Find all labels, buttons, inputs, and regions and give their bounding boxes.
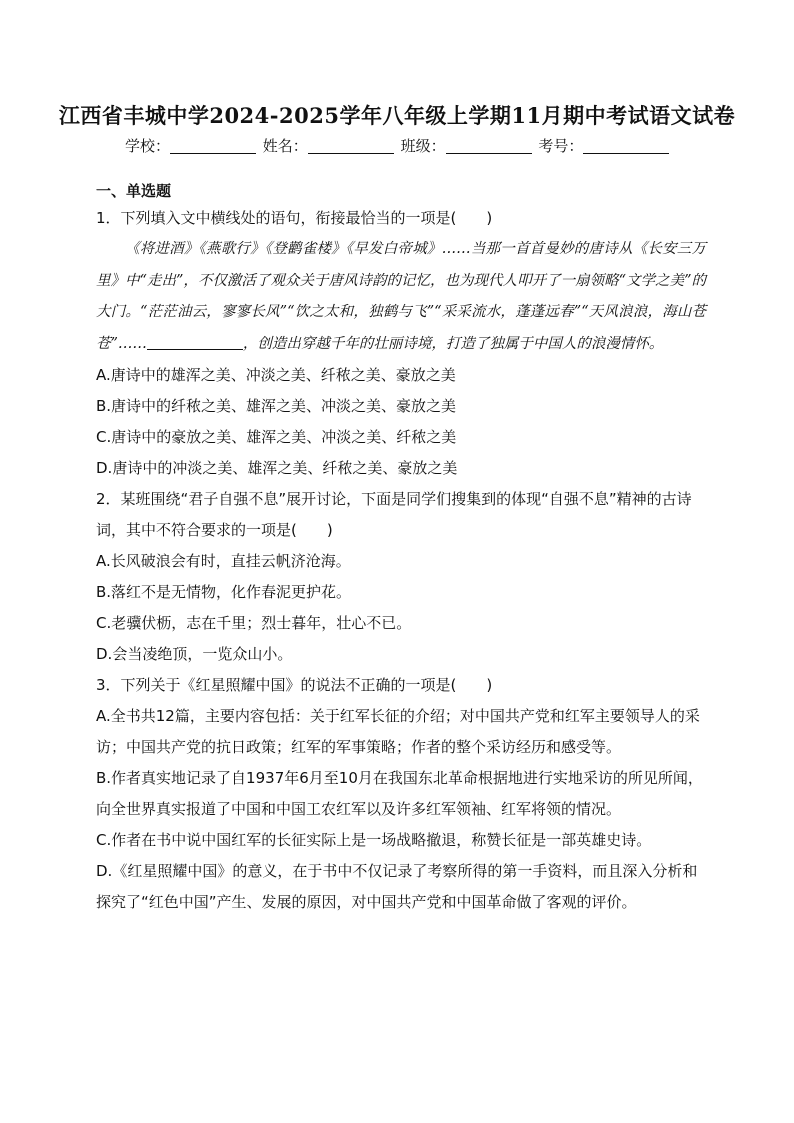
school-blank [170,138,256,154]
passage-text-before: 《将进酒》《燕歌行》《登鹳雀楼》《早发白帝城》……当那一首首曼妙的唐诗从《长安三万里》中“走出”，不仅激活了观众关于唐风诗韵的记忆，也为现代人叩开了一扇领略“文学之美”的大门。“茫茫油云，寥寥长风”“饮之太和，独鹤与飞”“采采流水，蓬蓬远春”“天风浪浪，海山苍苍”…… [96,241,706,352]
exam-title: 江西省丰城中学2024-2025学年八年级上学期11月期中考试语文试卷 [58,103,736,128]
student-info-row [125,135,671,156]
question-1-option-b: B.唐诗中的纤秾之美、雄浑之美、冲淡之美、豪放之美 [96,397,457,415]
question-3-option-a: A.全书共12篇，主要内容包括：关于红军长征的介绍；对中国共产党和红军主要领导人的采访；中国共产党的抗日政策；红军的军事策略；作者的整个采访经历和感受等。 [96,707,700,756]
question-1-passage [96,234,706,360]
number-label: 考号： [538,137,584,155]
question-2-option-a: A.长风破浪会有时，直挂云帆济沧海。 [96,552,351,570]
questions [96,203,706,918]
question-3-option-c: C.作者在书中说中国红军的长征实际上是一场战略撤退，称赞长征是一部英雄史诗。 [96,831,652,849]
class-blank [446,138,532,154]
question-1-option-c: C.唐诗中的豪放之美、雄浑之美、冲淡之美、纤秾之美 [96,428,457,446]
question-2-stem: 2．某班围绕“君子自强不息”展开讨论，下面是同学们搜集到的体现“自强不息”精神的古诗词，其中不符合要求的一项是( ) [96,490,692,539]
question-2-option-c: C.老骥伏枥，志在千里；烈士暮年，壮心不已。 [96,614,412,632]
school-label: 学校： [125,137,171,155]
passage-text-after: ，创造出穿越千年的壮丽诗境，打造了独属于中国人的浪漫情怀。 [242,335,664,352]
question-1-option-a: A.唐诗中的雄浑之美、冲淡之美、纤秾之美、豪放之美 [96,366,456,384]
question-2-option-d: D.会当凌绝顶，一览众山小。 [96,645,293,663]
question-2-option-b: B.落红不是无情物，化作春泥更护花。 [96,583,352,601]
number-blank [583,138,669,154]
question-1-stem: 1．下列填入文中横线处的语句，衔接最恰当的一项是( ) [96,209,493,227]
fill-blank-line [147,335,243,350]
name-blank [308,138,394,154]
question-3-option-d: D.《红星照耀中国》的意义，在于书中不仅记录了考察所得的第一手资料，而且深入分析和探究了“红色中国”产生、发展的原因，对中国共产党和中国革命做了客观的评价。 [96,862,698,911]
class-label: 班级： [400,137,446,155]
question-1-option-d: D.唐诗中的冲淡之美、雄浑之美、纤秾之美、豪放之美 [96,459,458,477]
question-3-option-b: B.作者真实地记录了自1937年6月至10月在我国东北革命根据地进行实地采访的所见所闻，向全世界真实报道了中国和中国工农红军以及许多红军领袖、红军将领的情况。 [96,769,703,818]
section-heading: 一、单选题 [96,182,172,200]
question-3-stem: 3．下列关于《红星照耀中国》的说法不正确的一项是( ) [96,676,493,694]
name-label: 姓名： [262,137,308,155]
